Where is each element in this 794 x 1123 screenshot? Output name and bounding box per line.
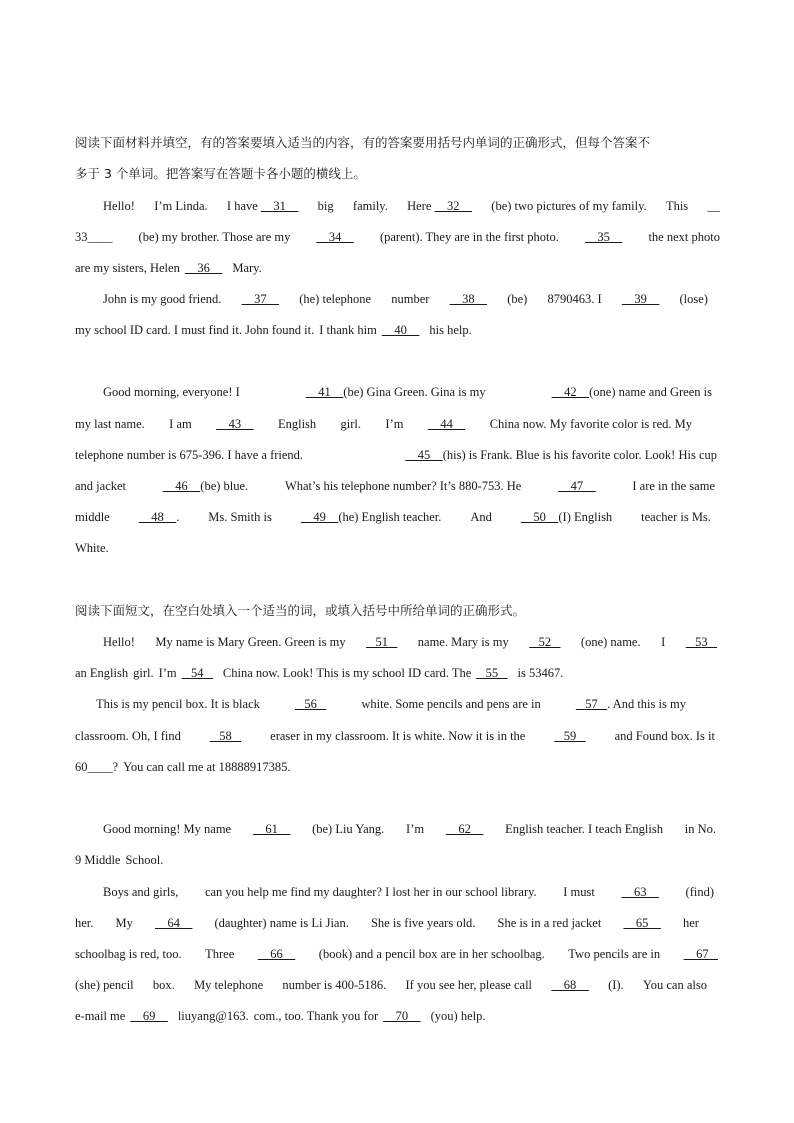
text-segment: 9 Middle [75, 853, 121, 867]
answer-blank: 42 (one) name and Green is [551, 385, 712, 399]
text-segment: are my sisters, Helen [75, 261, 180, 275]
text-segment: My name is Mary Green. Green is my [155, 635, 346, 649]
text-segment: Boys and girls, [103, 885, 179, 899]
passage-3-line [75, 757, 720, 777]
text-segment: China now. My favorite color is red. My [489, 417, 692, 431]
text-segment: __ [707, 199, 720, 213]
passage-3-line [103, 632, 717, 652]
text-segment: 33____ [75, 230, 113, 244]
text-segment: I are in the same [632, 479, 715, 493]
answer-blank: 47 [558, 479, 596, 493]
passage-3-line [75, 663, 720, 683]
answer-blank: 64 [154, 916, 193, 930]
passage-3-line [75, 726, 715, 746]
answer-blank: 40 [381, 323, 420, 337]
text-segment: (be) Liu Yang. [312, 822, 385, 836]
text-segment: I’m [385, 417, 404, 431]
answer-blank: 63 [621, 885, 659, 899]
text-segment: family. [352, 199, 388, 213]
text-segment: I must [563, 885, 595, 899]
text-segment: Mary. [232, 261, 262, 275]
text-segment: (daughter) name is Li Jian. [214, 916, 349, 930]
text-segment: telephone number is 675-396. I have a friend. [75, 448, 304, 462]
text-segment: my last name. [75, 417, 145, 431]
instruction-2: 阅读下面短文，在空白处填入一个适当的词，或填入括号中所给单词的正确形式。 [75, 603, 526, 618]
passage-4-line [75, 975, 707, 995]
passage-4-line [75, 1006, 720, 1026]
text-segment: can you help me find my daughter? I lost her in our school library. [204, 885, 537, 899]
text-segment: Ms. Smith is [208, 510, 272, 524]
passage-2-line [75, 414, 692, 434]
text-segment: name. Mary is my [417, 635, 509, 649]
text-segment: She is in a red jacket [497, 916, 602, 930]
text-segment: Good morning! My name [103, 822, 232, 836]
passage-4-line [75, 944, 718, 964]
passage-2-line [75, 538, 720, 558]
answer-blank: 50 (I) English [520, 510, 613, 524]
passage-2-line [75, 507, 711, 527]
text-segment: girl. [340, 417, 362, 431]
instruction-1-line-2: 多于 3 个单词。把答案写在答题卡各小题的横线上。 [75, 166, 366, 181]
text-segment: (find) [685, 885, 714, 899]
text-segment: (be) my brother. Those are my [138, 230, 291, 244]
text-segment: English teacher. I teach English [505, 822, 663, 836]
answer-blank: 67 [683, 947, 718, 961]
text-segment: teacher is Ms. [641, 510, 711, 524]
passage-1-line [103, 196, 720, 216]
answer-blank: 37 [241, 292, 280, 306]
text-segment: If you see her, please call [405, 978, 533, 992]
text-segment: number is 400-5186. [282, 978, 387, 992]
answer-blank: 44 [427, 417, 466, 431]
answer-blank: 56 [294, 697, 327, 711]
text-segment: (be) [507, 292, 528, 306]
answer-blank: 36 [184, 261, 223, 275]
text-segment: (she) pencil [75, 978, 134, 992]
answer-blank: 45 (his) is Frank. Blue is his favorite color. Look! His cup [405, 448, 717, 462]
text-segment: Hello! [103, 199, 135, 213]
answer-blank: 43 [216, 417, 254, 431]
text-segment: Three [205, 947, 235, 961]
text-segment: (be) two pictures of my family. [491, 199, 647, 213]
answer-blank: 39 [621, 292, 660, 306]
answer-blank: 52 [529, 635, 561, 649]
text-segment: classroom. Oh, I find [75, 729, 181, 743]
answer-blank: 41 (be) Gina Green. Gina is my [305, 385, 486, 399]
passage-4-line [103, 882, 714, 902]
text-segment: I’m [158, 666, 177, 680]
instruction-1-line-1: 阅读下面材料并填空，有的答案要填入适当的内容，有的答案要用括号内单词的正确形式，但每个答案不 [75, 135, 651, 150]
answer-blank: 68 [551, 978, 589, 992]
text-segment: is 53467. [517, 666, 564, 680]
answer-blank: 54 [181, 666, 213, 680]
text-segment: (lose) [679, 292, 708, 306]
text-segment: (parent). They are in the first photo. [379, 230, 559, 244]
text-segment: And [470, 510, 492, 524]
passage-4-line [75, 850, 720, 870]
text-segment: white. Some pencils and pens are in [361, 697, 541, 711]
text-segment: (book) and a pencil box are in her schoolbag. [318, 947, 545, 961]
text-segment: Good morning, everyone! I [103, 385, 240, 399]
text-segment: School. [125, 853, 164, 867]
passage-2-line [75, 445, 717, 465]
text-segment: his help. [429, 323, 472, 337]
text-segment: English [277, 417, 317, 431]
text-segment: my school ID card. I must find it. John found it. [75, 323, 315, 337]
text-segment: schoolbag is red, too. [75, 947, 182, 961]
text-segment: This [665, 199, 689, 213]
text-segment: My [115, 916, 133, 930]
answer-blank: 70 [383, 1009, 421, 1023]
text-segment: an English [75, 666, 129, 680]
answer-blank: I have 31 [226, 199, 299, 213]
text-segment: You can call me at 18888917385. [123, 760, 291, 774]
text-segment: box. [152, 978, 175, 992]
answer-blank: 69 [130, 1009, 168, 1023]
text-segment: This is my pencil box. It is black [96, 697, 260, 711]
text-segment: (he) telephone [299, 292, 372, 306]
passage-1-line [75, 320, 720, 340]
answer-blank: 38 [449, 292, 488, 306]
text-segment: her. [75, 916, 94, 930]
text-segment: China now. Look! This is my school ID card. The [222, 666, 472, 680]
passage-1-line [75, 227, 720, 247]
answer-blank: 57 . And this is my [575, 697, 686, 711]
text-segment: (one) name. [580, 635, 641, 649]
answer-blank: 58 [209, 729, 242, 743]
text-segment: My telephone [194, 978, 264, 992]
text-segment: in No. [684, 822, 716, 836]
passage-3-line [96, 694, 686, 714]
text-segment: big [317, 199, 334, 213]
answer-blank: 66 [257, 947, 296, 961]
text-segment: Two pencils are in [568, 947, 661, 961]
text-segment: 60____? [75, 760, 119, 774]
passage-4-line [103, 819, 716, 839]
text-segment: the next photo [648, 230, 720, 244]
text-segment: (you) help. [430, 1009, 486, 1023]
text-segment: (I). [608, 978, 624, 992]
answer-blank: 59 [554, 729, 586, 743]
answer-blank: 65 [623, 916, 661, 930]
answer-blank: 46 (be) blue. [162, 479, 249, 493]
passage-1-line [75, 258, 720, 278]
text-segment: com., too. Thank you for [253, 1009, 379, 1023]
text-segment: I [661, 635, 666, 649]
text-segment: Hello! [103, 635, 135, 649]
passage-2-line [103, 382, 712, 402]
passage-2-line [75, 476, 715, 496]
answer-blank: 35 [584, 230, 623, 244]
text-segment: and Found box. Is it [614, 729, 715, 743]
text-segment: e-mail me [75, 1009, 126, 1023]
text-segment: number [391, 292, 430, 306]
answer-blank: 48 . [138, 510, 180, 524]
text-segment: her [682, 916, 699, 930]
answer-blank: Here 32 [407, 199, 473, 213]
answer-blank: 55 [476, 666, 508, 680]
text-segment: eraser in my classroom. It is white. Now it is in the [270, 729, 526, 743]
text-segment: What’s his telephone number? It’s 880-753. He [284, 479, 522, 493]
answer-blank: 61 [252, 822, 291, 836]
text-segment: liuyang@163. [177, 1009, 249, 1023]
answer-blank: 53 [685, 635, 717, 649]
text-segment: girl. [133, 666, 154, 680]
text-segment: I thank him [319, 323, 377, 337]
text-segment: 8790463. I [547, 292, 602, 306]
passage-1-line [103, 289, 708, 309]
text-segment: White. [75, 541, 109, 555]
text-segment: I’m Linda. [154, 199, 208, 213]
answer-blank: 62 [445, 822, 484, 836]
text-segment: I am [169, 417, 192, 431]
text-segment: I’m [406, 822, 425, 836]
answer-blank: 49 (he) English teacher. [300, 510, 442, 524]
answer-blank: 51 [366, 635, 398, 649]
passage-4-line [75, 913, 699, 933]
text-segment: John is my good friend. [103, 292, 222, 306]
text-segment: middle [75, 510, 110, 524]
text-segment: She is five years old. [370, 916, 476, 930]
answer-blank: 34 [316, 230, 354, 244]
text-segment: You can also [642, 978, 707, 992]
text-segment: and jacket [75, 479, 127, 493]
